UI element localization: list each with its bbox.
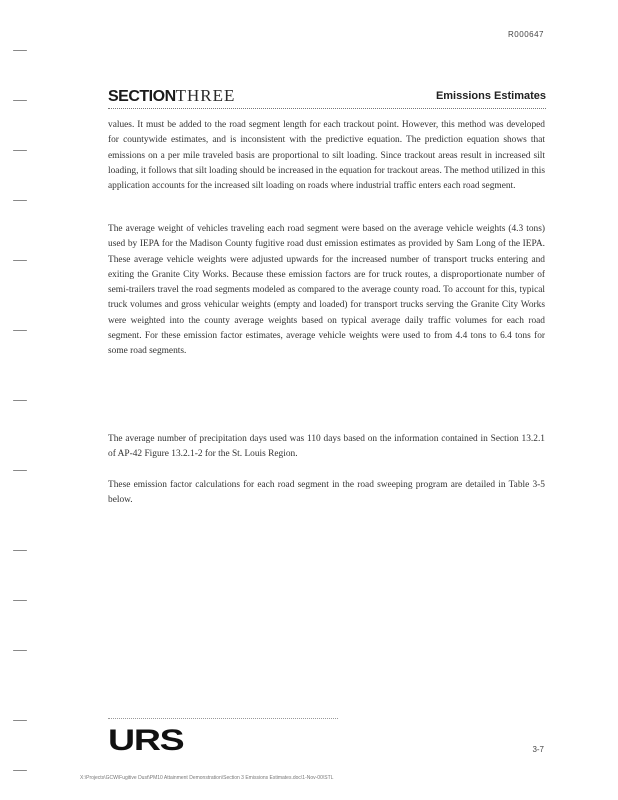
- binder-hole-mark: [13, 50, 27, 52]
- binder-hole-mark: [13, 150, 27, 152]
- binder-hole-mark: [13, 770, 27, 772]
- binder-hole-mark: [13, 200, 27, 202]
- section-header: [108, 86, 546, 109]
- paragraph-vehicle-weights: The average weight of vehicles traveling each road segment were based on the average vehicle weights (4.3 tons) used by IEPA for the Madison County fugitive road dust emission estimates as provided by Sam Long of the IEPA. These average vehicle weights were adjusted upwards for the increased number of transport trucks entering and exiting the Granite City Works. Because these emission factors are for truck routes, a disproportionate number of semi-trailers travel the road segments modeled as compared to the average county road. To account for this, typical truck volumes and gross vehicular weights (empty and loaded) for transport trucks serving the Granite City Works were weighted into the county average weights based on typical average daily traffic volumes for each road segment. For these emission factor estimates, average vehicle weights were used to from 4.4 tons to 6.4 tons for some road segments.: [108, 224, 545, 357]
- binder-hole-mark: [13, 100, 27, 102]
- binder-hole-mark: [13, 550, 27, 552]
- binder-hole-mark: [13, 650, 27, 652]
- binder-hole-mark: [13, 330, 27, 332]
- paragraph-table-reference: These emission factor calculations for each road segment in the road sweeping program are detailed in Table 3-5 below.: [108, 480, 545, 506]
- binder-hole-mark: [13, 470, 27, 472]
- footer-rule: [108, 718, 338, 719]
- binder-hole-mark: [13, 720, 27, 722]
- page-number: 3-7: [532, 745, 544, 754]
- binder-hole-mark: [13, 400, 27, 402]
- binder-hole-mark: [13, 600, 27, 602]
- paragraph-precipitation: The average number of precipitation days used was 110 days based on the information contained in Section 13.2.1 of AP-42 Figure 13.2.1-2 for the St. Louis Region.: [108, 434, 545, 460]
- urs-logo: URS: [108, 724, 184, 757]
- section-prefix: SECTION: [108, 88, 176, 105]
- page-id: R000647: [508, 30, 544, 39]
- footer-file-path: X:\Projects\GCW\Fugitive Dust\PM10 Attainment Demonstration\Section 3 Emissions Estimates.doc\1-Nov-00\STL: [80, 775, 334, 781]
- section-title: Emissions Estimates: [435, 90, 546, 102]
- paragraph-silt-loading: values. It must be added to the road segment length for each trackout point. However, this method was developed for countywide estimates, and is inconsistent with the predictive equation. The prediction equation shows that emissions on a per mile traveled basis are proportional to silt loading. Since trackout areas result in increased silt loading, it follows that silt loading should be increased in the equation for trackout areas. The method utilized in this application accounts for the increased silt loading on roads where industrial traffic enters each road segment.: [108, 120, 545, 192]
- binder-hole-mark: [13, 260, 27, 262]
- section-number: THREE: [175, 86, 236, 105]
